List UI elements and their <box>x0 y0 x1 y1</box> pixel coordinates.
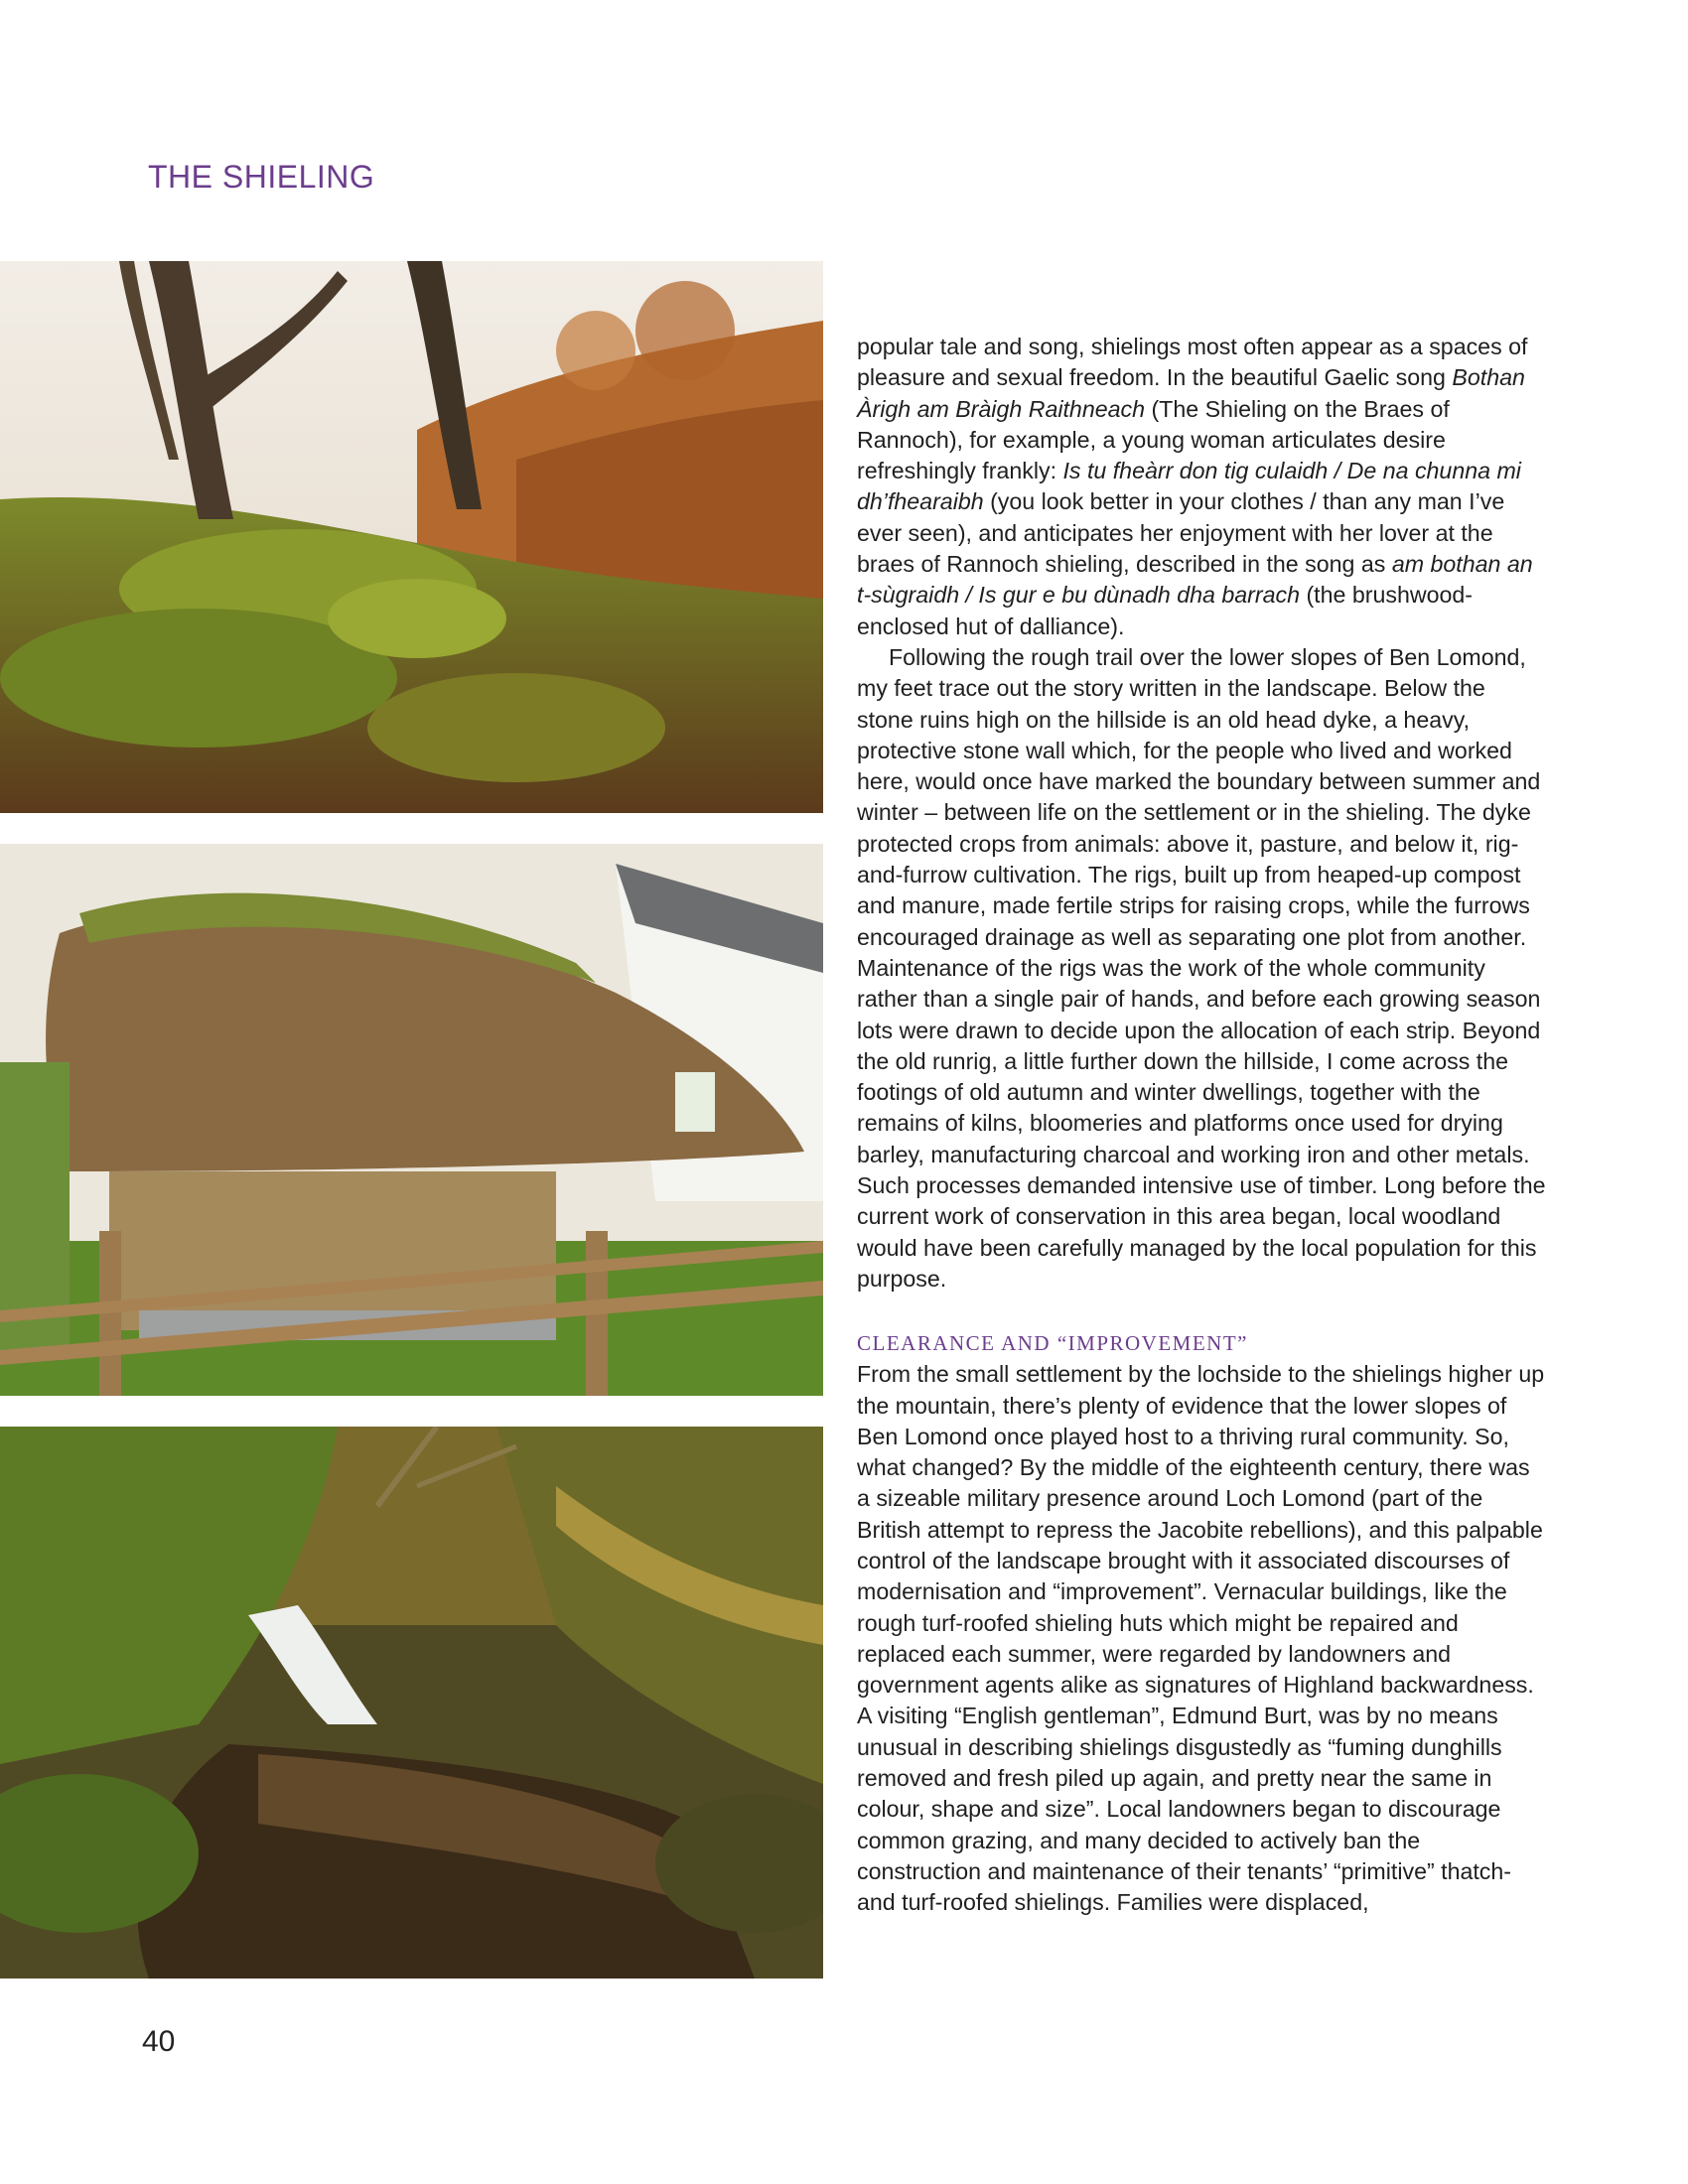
photo-waterfall <box>0 1427 823 1979</box>
gaelic-phrase: am bothan an t-sùgraidh / Is gur e bu dùnadh dha barrach <box>857 551 1533 609</box>
running-head: THE SHIELING <box>148 159 375 195</box>
photo-mossy-woodland <box>0 261 823 813</box>
gaelic-phrase: Is tu fheàrr don tig culaidh / De na chunna mi dh’fhearaibh <box>857 458 1521 515</box>
paragraph-ben-lomond-trail: Following the rough trail over the lower slopes of Ben Lomond, my feet trace out the story written in the landscape. Below the stone ruins high on the hillside is an old head dyke, a heavy, protective stone wall which, for the people who lived and worked here, would once have marked the boundary between summer and winter – between life on the settlement or in the shieling. The dyke protected crops from animals: above it, pasture, and below it, rig-and-furrow cultivation. The rigs, built up from heaped-up compost and manure, made fertile strips for raising crops, while the furrows encouraged drainage as well as separating one plot from another. Maintenance of the rigs was the work of the whole community rather than a single pair of hands, and before each growing season lots were drawn to decide upon the allocation of each strip. Beyond the old runrig, a little further down the hillside, I come across the footings of old autumn and winter dwellings, together with the remains of kilns, bloomeries and platforms once used for drying barley, manufacturing charcoal and working iron and other metals. Such processes demanded intensive use of timber. Long before the current work of conservation in this area began, local woodland would have been carefully managed by the local population for this purpose. <box>857 643 1546 1292</box>
waterfall-illustration <box>0 1427 823 1979</box>
text-run: (the brushwood-enclosed hut of dalliance). <box>857 582 1474 639</box>
paragraph-clearance: From the small settlement by the lochside to the shielings higher up the mountain, there’s plenty of evidence that the lower slopes of Ben Lomond once played host to a thriving rural community. So, what changed? By the middle of the eighteenth century, there was a sizeable military presence around Loch Lomond (part of the British attempt to repress the Jacobite rebellions), and this palpable control of the landscape brought with it associated discourses of modernisation and “improvement”. Vernacular buildings, like the rough turf-roofed shieling huts which might be repaired and replaced each summer, were regarded by landowners and government agents alike as signatures of Highland backwardness. A visiting “English gentleman”, Edmund Burt, was by no means unusual in describing shielings disgustedly as “fuming dunghills removed and fresh piled up again, and pretty near the same in colour, shape and size”. Local landowners began to discourage common grazing, and many decided to actively ban the construction and maintenance of their tenants’ “primitive” thatch- and turf-roofed shielings. Families were displaced, <box>857 1361 1545 1916</box>
photo-thatched-hut <box>0 844 823 1396</box>
body-text-column <box>857 332 1547 1919</box>
text-run: popular tale and song, shielings most often appear as a spaces of pleasure and sexual freedom. In the beautiful Gaelic song <box>857 334 1528 391</box>
thatched-hut-illustration <box>0 844 823 1396</box>
page-number: 40 <box>142 2025 176 2058</box>
text-run: (The Shieling on the Braes of Rannoch), for example, a young woman articulates desire refreshingly frankly: <box>857 395 1450 484</box>
woodland-illustration <box>0 261 823 813</box>
section-heading-clearance: CLEARANCE AND “IMPROVEMENT” <box>857 1331 1248 1356</box>
paragraph-shieling-song <box>857 332 1547 642</box>
text-run: (you look better in your clothes / than any man I’ve ever seen), and anticipates her enjoyment with her lover at the braes of Rannoch shieling, described in the song as <box>857 488 1505 578</box>
gaelic-phrase: Bothan Àrigh am Bràigh Raithneach <box>857 364 1525 422</box>
